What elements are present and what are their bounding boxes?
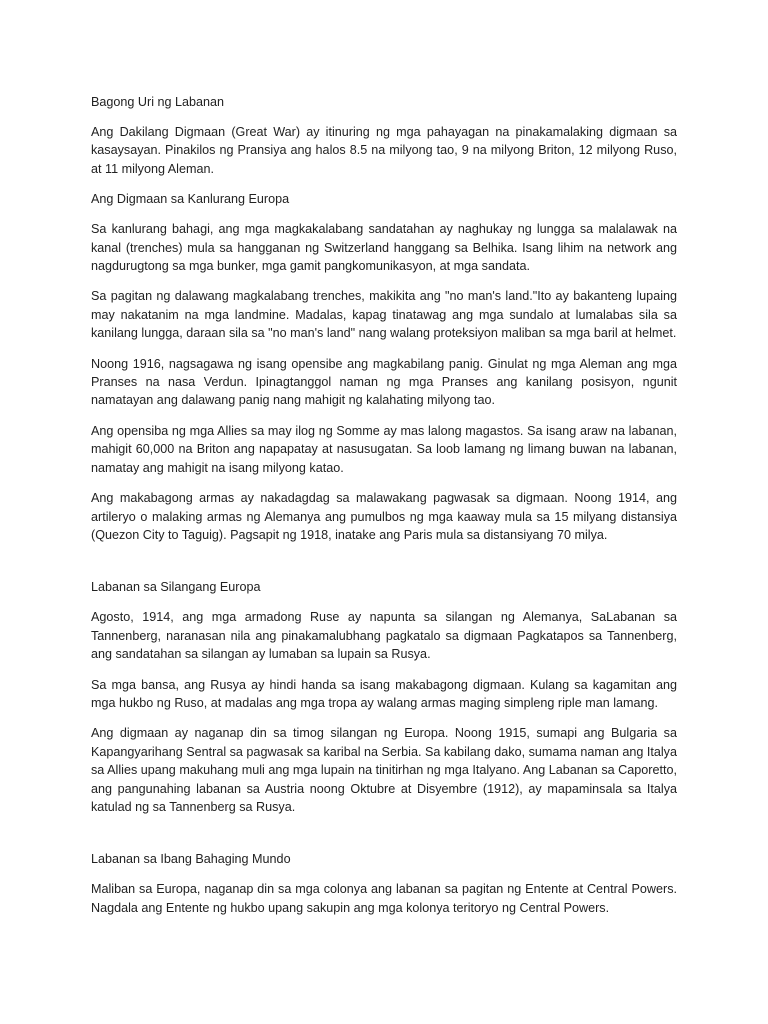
section-spacer [91,828,677,850]
paragraph: Agosto, 1914, ang mga armadong Ruse ay napunta sa silangan ng Alemanya, SaLabanan sa Tannenberg, naranasan nila ang pinakamalubhang pagkatalo sa digmaan Pagkatapos sa Tannenberg, ang sandatahan sa silangan ay lumaban sa lupain sa Rusya. [91,610,677,662]
section-heading: Labanan sa Ibang Bahaging Mundo [91,852,291,867]
paragraph: Ang Dakilang Digmaan (Great War) ay itinuring ng mga pahayagan na pinakamalaking digmaan sa kasaysayan. Pinakilos ng Pransiya ang halos 8.5 na milyong tao, 9 na milyong Briton, 12 milyong Ruso, at 11 milyong Aleman. [91,125,677,176]
section-bagong-uri [91,93,677,178]
paragraph: Sa mga bansa, ang Rusya ay hindi handa sa isang makabagong digmaan. Kulang sa kagamitan ang mga hukbo ng Ruso, at madalas ang mga tropa ay walang armas maging simpleng riple man lamang. [91,677,677,710]
section-kanlurang-europa [91,190,677,544]
document-body [91,93,677,917]
section-heading: Ang Digmaan sa Kanlurang Europa [91,192,290,207]
section-heading: Bagong Uri ng Labanan [91,95,225,109]
paragraph: Ang digmaan ay naganap din sa timog silangan ng Europa. Noong 1915, sumapi ang Bulgaria sa Kapangyarihang Sentral sa pagwasak sa karibal na Serbia. Sa kabilang dako, sumama naman ang Italya sa Allies upang makuhang muli ang mga lupain na tinitirhan ng mga Italyano. Ang Labanan sa Caporetto, ang pangunahing labanan sa Austria noong Oktubre at Disyembre (1912), ay mapaminsala sa Italya katulad ng sa Tannenberg sa Rusya. [91,726,677,814]
section-heading: Labanan sa Silangang Europa [91,580,261,595]
section-silangang-europa [91,578,677,816]
section-ibang-bahagi [91,850,677,917]
paragraph: Noong 1916, nagsagawa ng isang opensibe ang magkabilang panig. Ginulat ng mga Aleman ang mga Pranses na nasa Verdun. Ipinagtanggol naman ng mga Pranses ang kanilang posisyon, ngunit namatayan ang dalawang panig nang mahigit ng kalahating milyong tao. [91,356,677,408]
section-spacer [91,556,677,578]
paragraph: Ang makabagong armas ay nakadagdag sa malawakang pagwasak sa digmaan. Noong 1914, ang artileryo o malaking armas ng Alemanya ang pumulbos ng mga kaaway mula sa 15 milyang distansiya (Quezon City to Taguig). Pagsapit ng 1918, inatake ang Paris mula sa distansiyang 70 milya. [91,491,677,542]
paragraph: Sa kanlurang bahagi, ang mga magkakalabang sandatahan ay naghukay ng lungga sa malalawak na kanal (trenches) mula sa hangganan ng Switzerland hanggang sa Belhika. Isang lihim na network ang nagdurugtong sa mga bunker, mga gamit pangkomunikasyon, at mga sandata. [91,222,677,274]
paragraph: Sa pagitan ng dalawang magkalabang trenches, makikita ang "no man's land."Ito ay bakanteng lupaing may nakatanim na mga landmine. Madalas, kapag tinatawag ang mga sundalo at lumalabas sila sa kanilang lungga, daraan sila sa "no man's land" nang walang proteksiyon maliban sa mga baril at helmet. [91,289,677,341]
paragraph: Maliban sa Europa, naganap din sa mga colonya ang labanan sa pagitan ng Entente at Central Powers. Nagdala ang Entente ng hukbo upang sakupin ang mga kolonya teritoryo ng Central Powers. [91,882,677,915]
paragraph: Ang opensiba ng mga Allies sa may ilog ng Somme ay mas lalong magastos. Sa isang araw na labanan, mahigit 60,000 na Briton ang napapatay at nasusugatan. Sa loob lamang ng limang buwan na labanan, namatay ang mahigit na isang milyong katao. [91,423,677,475]
